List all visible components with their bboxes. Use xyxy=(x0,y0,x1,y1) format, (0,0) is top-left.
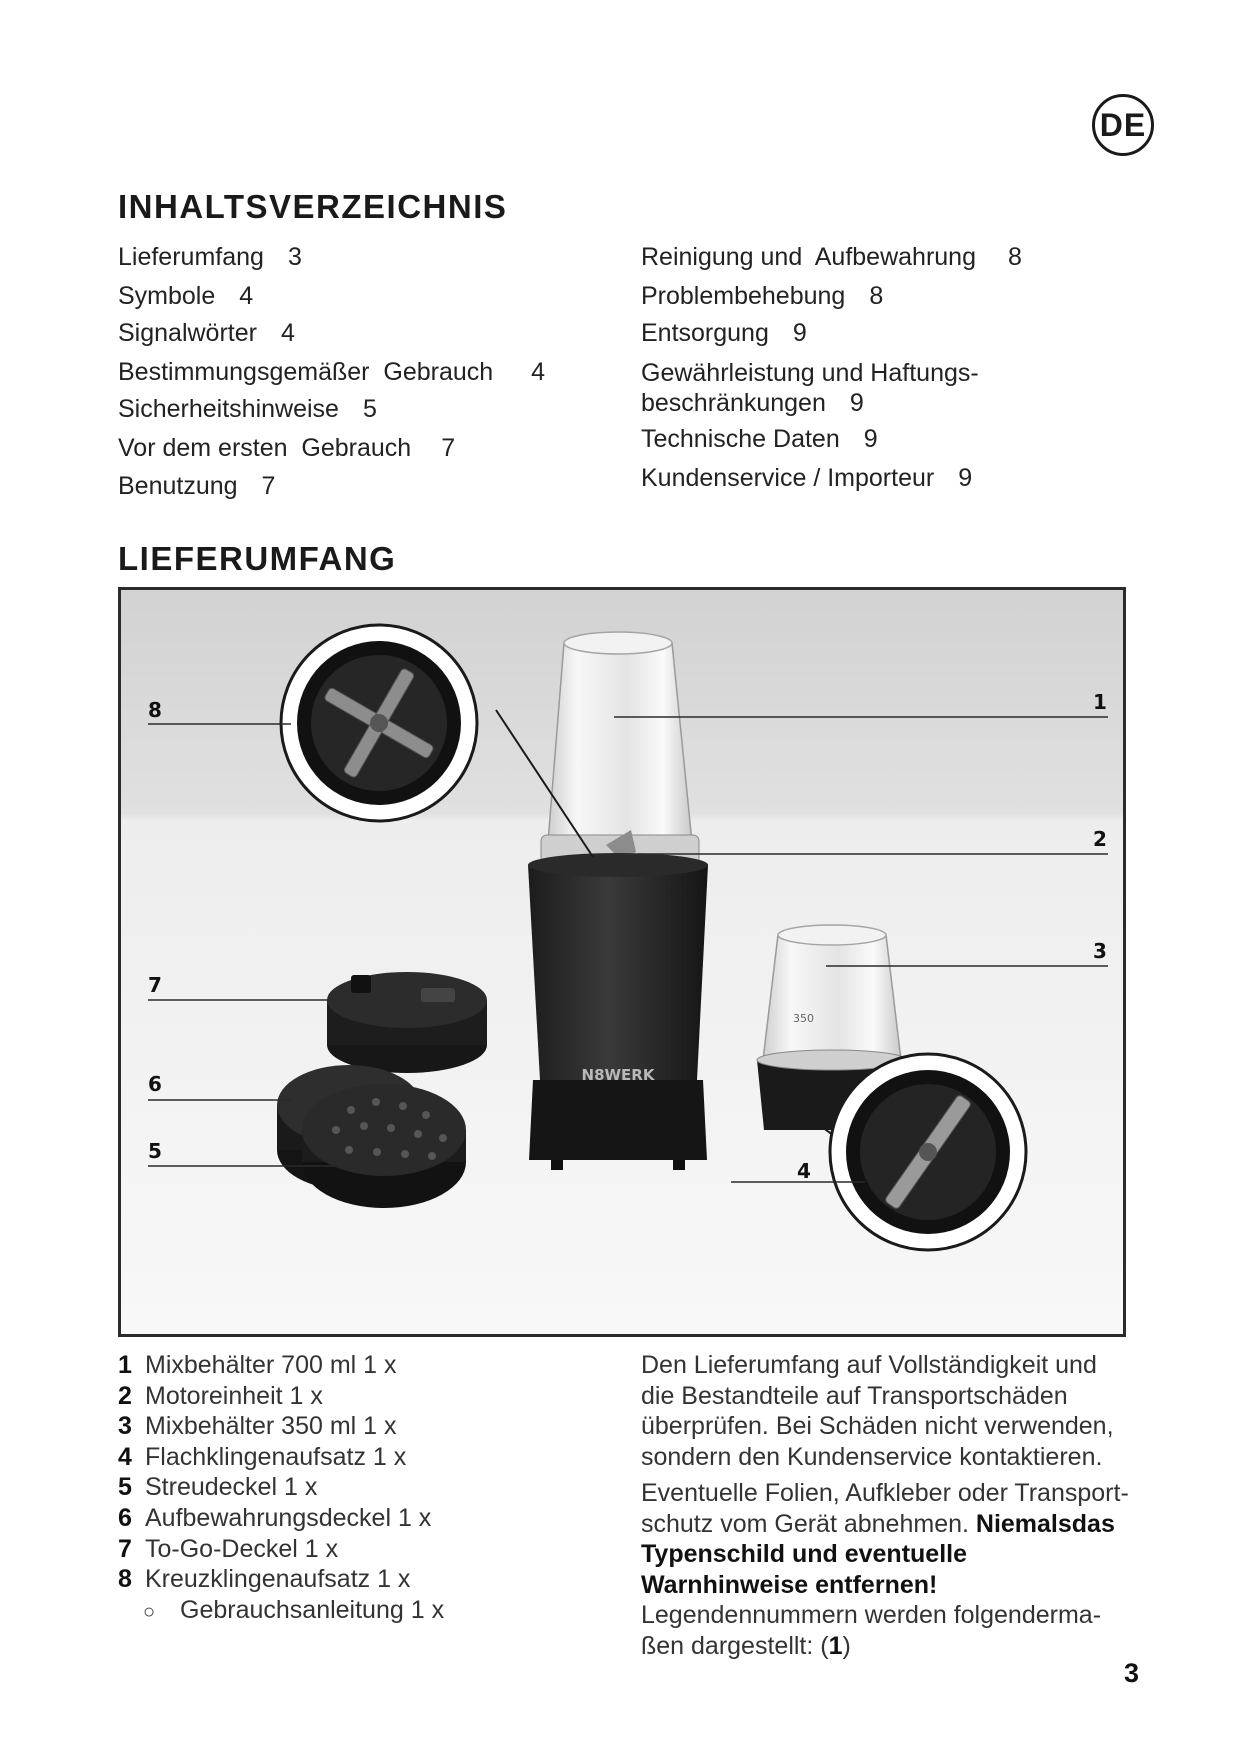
callout-1: 1 xyxy=(1093,690,1107,714)
toc-entry[interactable]: Gewährleistung und Haftungs- beschränkungen 9 xyxy=(641,359,979,417)
callout-6: 6 xyxy=(148,1072,162,1096)
toc-entry[interactable]: Lieferumfang 3 xyxy=(118,243,302,271)
toc-entry[interactable]: Kundenservice / Importeur 9 xyxy=(641,464,973,492)
list-item: 4 Flachklingenaufsatz 1 x xyxy=(118,1442,407,1471)
toc-entry[interactable]: Problembehebung 8 xyxy=(641,282,884,310)
toc-entry[interactable]: Bestimmungsgemäßer Gebrauch 4 xyxy=(118,358,546,386)
cup-scale-label: 350 xyxy=(793,1012,814,1025)
callout-3: 3 xyxy=(1093,939,1107,963)
page-number: 3 xyxy=(1124,1658,1140,1688)
brand-logo: N8WERK xyxy=(581,1066,655,1084)
toc-heading: INHALTSVERZEICHNIS xyxy=(118,188,508,225)
toc-entry[interactable]: Vor dem ersten Gebrauch 7 xyxy=(118,434,456,462)
toc-entry[interactable]: Benutzung 7 xyxy=(118,472,276,500)
delivery-check-text: Den Lieferumfang auf Vollständigkeit und die Bestandteile auf Transportschäden überprüfen. Bei Schäden nicht verwenden, sondern den Kundenservice kontaktieren. xyxy=(641,1351,1114,1471)
product-figure xyxy=(118,587,1126,1337)
list-item: 1 Mixbehälter 700 ml 1 x xyxy=(118,1351,397,1379)
shaker-lid xyxy=(302,1084,466,1208)
toc-entry[interactable]: Signalwörter 4 xyxy=(118,319,295,347)
callout-2: 2 xyxy=(1093,827,1107,851)
bullet-circle-icon: ○ xyxy=(142,1600,156,1623)
parts-legend xyxy=(118,1350,444,1625)
remove-foil-text: Eventuelle Folien, Aufkleber oder Transportschutz vom Gerät abnehmen. Niemalsdas Typenschild und eventuelle Warnhinweise entfernen! xyxy=(641,1479,1129,1599)
callout-4: 4 xyxy=(797,1159,811,1183)
callout-7: 7 xyxy=(148,973,162,997)
legend-numbering-text: Legendennummern werden folgendermaßen dargestellt: (1) xyxy=(641,1601,1102,1660)
list-item: 7 To-Go-Deckel 1 x xyxy=(118,1534,339,1563)
language-badge: DE xyxy=(1092,94,1154,156)
to-go-lid xyxy=(327,972,487,1073)
list-item: 2 Motoreinheit 1 x xyxy=(118,1381,323,1410)
toc-entry[interactable]: Reinigung und Aufbewahrung 8 xyxy=(641,243,1022,271)
toc-entry[interactable]: Sicherheitshinweise 5 xyxy=(118,395,377,423)
callout-8: 8 xyxy=(148,698,162,722)
toc-entry[interactable]: Symbole 4 xyxy=(118,282,254,310)
list-item: 5 Streudeckel 1 x xyxy=(118,1473,318,1502)
product-illustration xyxy=(121,590,1123,1334)
toc-entry[interactable]: Technische Daten 9 xyxy=(641,425,878,453)
list-item: 8 Kreuzklingenaufsatz 1 x xyxy=(118,1565,411,1594)
list-item: ○ Gebrauchsanleitung 1 x xyxy=(118,1595,444,1626)
toc-entry[interactable]: Entsorgung 9 xyxy=(641,319,807,347)
motor-unit xyxy=(528,853,708,1170)
list-item: 3 Mixbehälter 350 ml 1 x xyxy=(118,1412,397,1441)
list-item: 6 Aufbewahrungsdeckel 1 x xyxy=(118,1503,432,1532)
section-heading: LIEFERUMFANG xyxy=(118,540,397,577)
callout-5: 5 xyxy=(148,1139,162,1163)
